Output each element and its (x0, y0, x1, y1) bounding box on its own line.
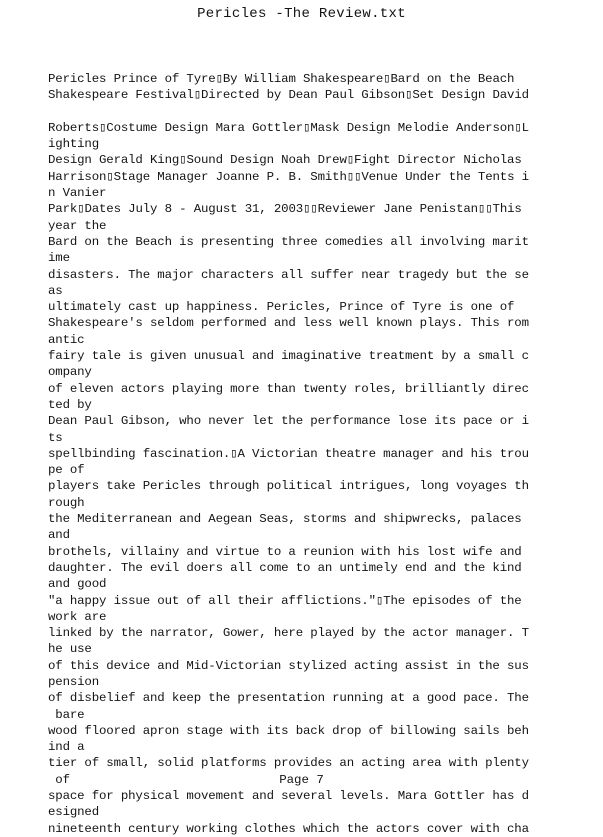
text-line: work are (48, 609, 107, 624)
text-line: nineteenth century working clothes which the actors cover with cha (48, 821, 529, 836)
text-line: ultimately cast up happiness. Pericles, Prince of Tyre is one of (48, 300, 515, 315)
text-line: disasters. The major characters all suffer near tragedy but the se (48, 267, 529, 282)
text-line: rough (48, 495, 85, 510)
text-line: as (48, 283, 63, 298)
text-line: tier of small, solid platforms provides an acting area with plenty (48, 756, 529, 771)
text-line: and good (48, 577, 107, 592)
text-line: n Vanier (48, 186, 107, 201)
text-line: brothels, villainy and virtue to a reunion with his lost wife and (48, 544, 522, 559)
text-line: spellbinding fascination.▯A Victorian theatre manager and his trou (48, 446, 529, 461)
text-line: ime (48, 251, 70, 266)
text-line: Bard on the Beach is presenting three comedies all involving marit (48, 234, 529, 249)
text-line: he use (48, 642, 92, 657)
text-line: of (48, 772, 70, 787)
text-line: Roberts▯Costume Design Mara Gottler▯Mask Design Melodie Anderson▯L (48, 120, 529, 135)
text-line: Park▯Dates July 8 - August 31, 2003▯▯Reviewer Jane Penistan▯▯This (48, 202, 522, 217)
text-line: the Mediterranean and Aegean Seas, storms and shipwrecks, palaces (48, 512, 522, 527)
text-line: "a happy issue out of all their afflictions."▯The episodes of the (48, 593, 522, 608)
text-line: ighting (48, 137, 99, 152)
text-line: wood floored apron stage with its back drop of billowing sails beh (48, 723, 529, 738)
page-title: Pericles -The Review.txt (197, 6, 406, 22)
text-line: Pericles Prince of Tyre▯By William Shakespeare▯Bard on the Beach (48, 72, 515, 86)
text-line: fairy tale is given unusual and imaginative treatment by a small c (48, 349, 529, 364)
text-line: bare (48, 707, 85, 722)
text-line: of this device and Mid-Victorian stylized acting assist in the sus (48, 658, 529, 673)
text-line: ted by (48, 397, 92, 412)
text-line: Design Gerald King▯Sound Design Noah Drew▯Fight Director Nicholas (48, 153, 522, 168)
text-line: and (48, 528, 70, 543)
blank-line (48, 104, 596, 120)
text-line: pension (48, 674, 99, 689)
text-line: ind a (48, 740, 85, 755)
text-line: pe of (48, 463, 85, 478)
text-line: year the (48, 218, 107, 233)
document-body (48, 71, 596, 837)
text-line: players take Pericles through political intrigues, long voyages th (48, 479, 529, 494)
text-line: of eleven actors playing more than twenty roles, brilliantly direc (48, 381, 529, 396)
text-line: Shakespeare Festival▯Directed by Dean Paul Gibson▯Set Design David (48, 88, 529, 103)
text-line: space for physical movement and several levels. Mara Gottler has d (48, 789, 529, 804)
text-line: esigned (48, 805, 99, 820)
text-line: antic (48, 332, 85, 347)
text-line: Dean Paul Gibson, who never let the performance lose its pace or i (48, 414, 529, 429)
text-line: ts (48, 430, 63, 445)
text-line: of disbelief and keep the presentation running at a good pace. The (48, 691, 529, 706)
text-line: Shakespeare's seldom performed and less well known plays. This rom (48, 316, 529, 331)
page-number: Page 7 (279, 773, 324, 787)
text-line: linked by the narrator, Gower, here played by the actor manager. T (48, 626, 529, 641)
text-line: daughter. The evil doers all come to an untimely end and the kind (48, 560, 522, 575)
text-line: Harrison▯Stage Manager Joanne P. B. Smith▯▯Venue Under the Tents i (48, 169, 529, 184)
text-line: ompany (48, 365, 92, 380)
